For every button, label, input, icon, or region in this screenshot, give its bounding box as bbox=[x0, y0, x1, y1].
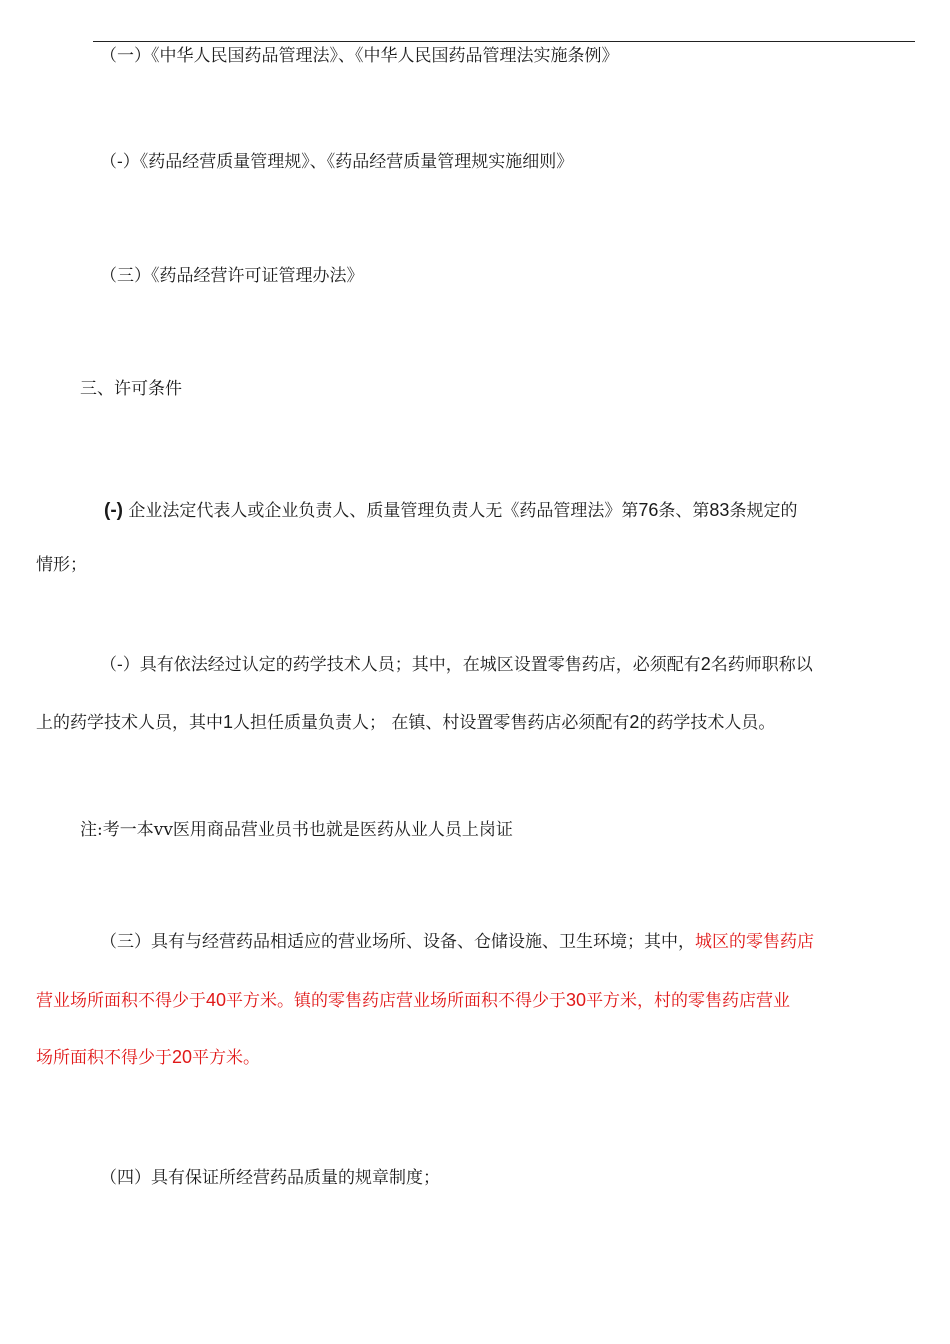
note-text: 注:考一本vv医用商品营业员书也就是医药从业人员上岗证 bbox=[80, 820, 513, 840]
condition-3-text-a: （三）具有与经营药品相适应的营业场所、设备、仓储设施、卫生环境；其中， bbox=[100, 932, 695, 952]
condition-3-text-f: 平方米。 bbox=[192, 1048, 261, 1068]
condition-3-text-c: 平方米。镇的零售药店营业场所面积不得少于 bbox=[226, 991, 567, 1011]
condition-3-text-e: 场所面积不得少于 bbox=[36, 1048, 172, 1068]
condition-3-highlight-start: 城区的零售药店 bbox=[695, 932, 814, 952]
law-ref-3: （三）《药品经营许可证管理办法》 bbox=[100, 266, 364, 286]
header-rule bbox=[93, 41, 915, 42]
condition-1-line1 bbox=[104, 498, 797, 523]
condition-4: （四）具有保证所经营药品质量的规章制度； bbox=[100, 1168, 440, 1188]
article-number-1: 76 bbox=[638, 500, 659, 520]
condition-3-line3 bbox=[36, 1045, 260, 1070]
condition-1-text-a: 企业法定代表人或企业负责人、质量管理负责人无《药品管理法》第 bbox=[128, 501, 639, 521]
condition-1-marker: (-) bbox=[104, 500, 123, 521]
condition-1-text-b: 条、第 bbox=[658, 501, 710, 521]
condition-3-text-d: 平方米，村的零售药店营业 bbox=[586, 991, 791, 1011]
village-staff-count: 2 bbox=[629, 712, 640, 732]
condition-3-line1 bbox=[100, 930, 814, 954]
section-heading: 三、许可条件 bbox=[80, 379, 182, 399]
article-number-2: 83 bbox=[709, 500, 730, 520]
condition-3-text-b: 营业场所面积不得少于 bbox=[36, 991, 206, 1011]
condition-2-text-b: 名药师职称以 bbox=[710, 655, 813, 675]
condition-1-line2: 情形； bbox=[36, 555, 87, 575]
city-area-value: 40 bbox=[206, 990, 227, 1010]
law-ref-2: （-）《药品经营质量管理规》、《药品经营质量管理规实施细则》 bbox=[100, 152, 574, 172]
town-area-value: 30 bbox=[566, 990, 587, 1010]
condition-2-text-a: （-）具有依法经过认定的药学技术人员；其中，在城区设置零售药店，必须配有 bbox=[100, 655, 701, 675]
law-ref-1: （一）《中华人民国药品管理法》、《中华人民国药品管理法实施条例》 bbox=[100, 46, 619, 66]
quality-lead-count: 1 bbox=[223, 712, 234, 732]
condition-2-line2 bbox=[36, 710, 775, 735]
village-area-value: 20 bbox=[172, 1047, 193, 1067]
condition-2-text-d: 人担任质量负责人； 在镇、村设置零售药店必须配有 bbox=[233, 713, 630, 733]
condition-3-line2 bbox=[36, 988, 790, 1013]
condition-2-line1 bbox=[100, 652, 813, 677]
condition-2-text-c: 上的药学技术人员，其中 bbox=[36, 713, 223, 733]
pharmacist-count: 2 bbox=[700, 654, 711, 674]
condition-2-text-e: 的药学技术人员。 bbox=[639, 713, 776, 733]
condition-1-text-c: 条规定的 bbox=[729, 501, 798, 521]
